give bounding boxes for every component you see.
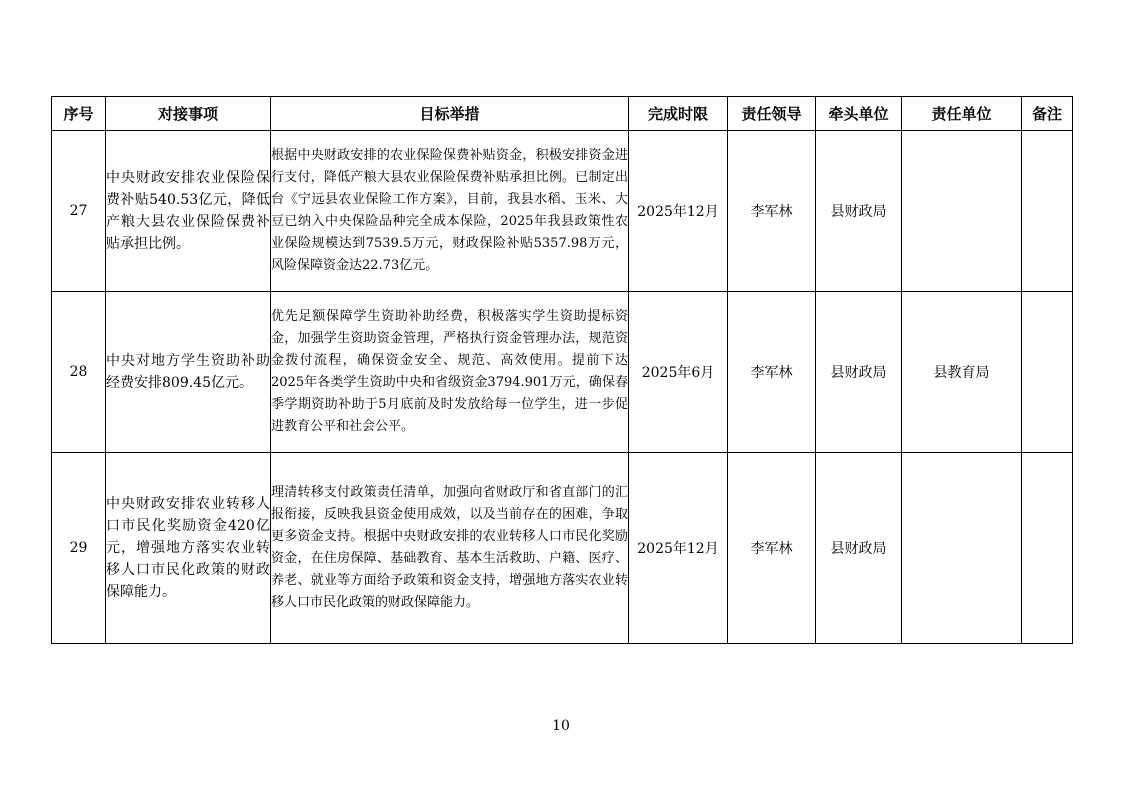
cell-seq: 29 <box>52 453 106 644</box>
header-lead-unit: 牵头单位 <box>816 97 902 131</box>
header-deadline: 完成时限 <box>629 97 728 131</box>
cell-resp-unit: 县教育局 <box>902 292 1022 453</box>
cell-lead-unit: 县财政局 <box>816 292 902 453</box>
table-row <box>52 453 1073 644</box>
cell-note <box>1022 453 1073 644</box>
cell-item: 中央财政安排农业转移人口市民化奖励资金420亿元，增强地方落实农业转移人口市民化政策的财政保障能力。 <box>106 453 271 644</box>
table-row <box>52 131 1073 292</box>
cell-deadline: 2025年12月 <box>629 131 728 292</box>
header-resp-unit: 责任单位 <box>902 97 1022 131</box>
cell-resp-unit <box>902 131 1022 292</box>
header-seq: 序号 <box>52 97 106 131</box>
cell-seq: 27 <box>52 131 106 292</box>
header-leader: 责任领导 <box>728 97 816 131</box>
cell-leader: 李军林 <box>728 292 816 453</box>
cell-deadline: 2025年12月 <box>629 453 728 644</box>
cell-leader: 李军林 <box>728 453 816 644</box>
header-item: 对接事项 <box>106 97 271 131</box>
cell-item: 中央对地方学生资助补助经费安排809.45亿元。 <box>106 292 271 453</box>
cell-measure: 根据中央财政安排的农业保险保费补贴资金，积极安排资金进行支付，降低产粮大县农业保险保费补贴承担比例。已制定出台《宁远县农业保险工作方案》，目前，我县水稻、玉米、大豆已纳入中央保险品种完全成本保险，2025年我县政策性农业保险规模达到7539.5万元，财政保险补贴5357.98万元，风险保障资金达22.73亿元。 <box>271 131 629 292</box>
cell-seq: 28 <box>52 292 106 453</box>
cell-deadline: 2025年6月 <box>629 292 728 453</box>
cell-measure: 理清转移支付政策责任清单，加强向省财政厅和省直部门的汇报衔接，反映我县资金使用成效，以及当前存在的困难，争取更多资金支持。根据中央财政安排的农业转移人口市民化奖励资金，在住房保障、基础教育、基本生活救助、户籍、医疗、养老、就业等方面给予政策和资金支持，增强地方落实农业转移人口市民化政策的财政保障能力。 <box>271 453 629 644</box>
cell-lead-unit: 县财政局 <box>816 453 902 644</box>
cell-lead-unit: 县财政局 <box>816 131 902 292</box>
cell-measure: 优先足额保障学生资助补助经费，积极落实学生资助提标资金，加强学生资助资金管理，严格执行资金管理办法，规范资金拨付流程，确保资金安全、规范、高效使用。提前下达2025年各类学生资助中央和省级资金3794.901万元，确保春季学期资助补助于5月底前及时发放给每一位学生，进一步促进教育公平和社会公平。 <box>271 292 629 453</box>
header-row <box>52 97 1073 131</box>
cell-leader: 李军林 <box>728 131 816 292</box>
cell-note <box>1022 292 1073 453</box>
header-note: 备注 <box>1022 97 1073 131</box>
table-row <box>52 292 1073 453</box>
cell-note <box>1022 131 1073 292</box>
cell-resp-unit <box>902 453 1022 644</box>
task-table <box>51 96 1073 644</box>
page-number: 10 <box>552 718 570 734</box>
header-measure: 目标举措 <box>271 97 629 131</box>
cell-item: 中央财政安排农业保险保费补贴540.53亿元，降低产粮大县农业保险保费补贴承担比例。 <box>106 131 271 292</box>
